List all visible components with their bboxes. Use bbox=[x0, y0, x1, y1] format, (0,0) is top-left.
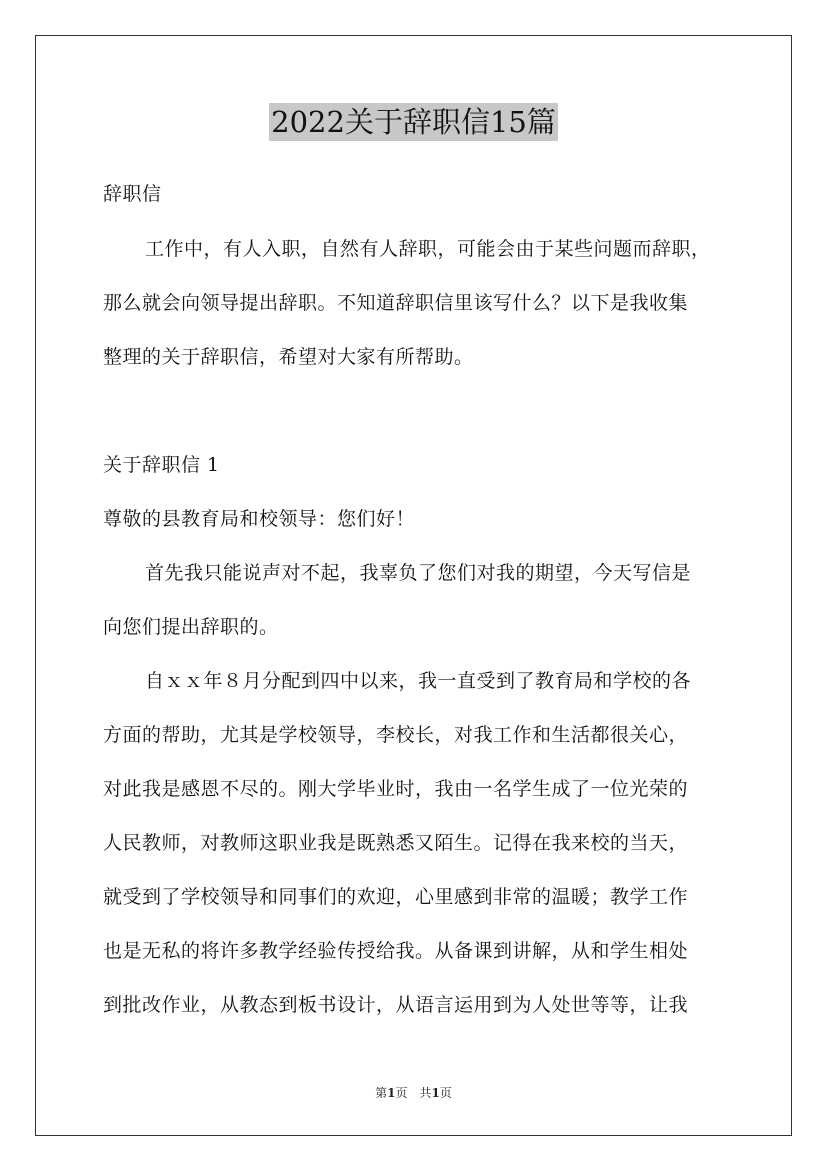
footer-suffix: 页 bbox=[439, 1086, 452, 1100]
footer-middle: 页 共 bbox=[395, 1086, 432, 1100]
footer-prefix: 第 bbox=[375, 1086, 388, 1100]
paragraph-line: 整理的关于辞职信，希望对大家有所帮助。 bbox=[103, 346, 474, 368]
paragraph-line: 向您们提出辞职的。 bbox=[103, 616, 279, 638]
paragraph-line: 也是无私的将许多教学经验传授给我。从备课到讲解，从和学生相处 bbox=[103, 940, 689, 962]
paragraph-line: 就受到了学校领导和同事们的欢迎，心里感到非常的温暖；教学工作 bbox=[103, 886, 689, 908]
paragraph-line: 自ｘｘ年８月分配到四中以来，我一直受到了教育局和学校的各 bbox=[145, 670, 692, 692]
section-heading: 辞职信 bbox=[103, 183, 162, 205]
section-heading: 关于辞职信 1 bbox=[103, 454, 220, 476]
footer-page-number: 1 bbox=[387, 1086, 396, 1100]
paragraph-line: 方面的帮助，尤其是学校领导，李校长，对我工作和生活都很关心， bbox=[103, 724, 689, 746]
footer-page-total: 1 bbox=[431, 1086, 440, 1100]
paragraph-line: 对此我是感恩不尽的。刚大学毕业时，我由一名学生成了一位光荣的 bbox=[103, 778, 689, 800]
document-title: 2022关于辞职信15篇 bbox=[271, 105, 556, 139]
salutation: 尊敬的县教育局和校领导：您们好！ bbox=[103, 508, 416, 530]
paragraph-line: 人民教师，对教师这职业我是既熟悉又陌生。记得在我来校的当天， bbox=[103, 832, 689, 854]
paragraph-line: 那么就会向领导提出辞职。不知道辞职信里该写什么？以下是我收集 bbox=[103, 292, 689, 314]
paragraph-line: 首先我只能说声对不起，我辜负了您们对我的期望，今天写信是 bbox=[145, 562, 692, 584]
paragraph-line: 到批改作业，从教态到板书设计，从语言运用到为人处世等等，让我 bbox=[103, 994, 689, 1016]
title-container bbox=[0, 103, 827, 141]
page-footer bbox=[0, 1084, 827, 1101]
paragraph-line: 工作中，有人入职，自然有人辞职，可能会由于某些问题而辞职， bbox=[145, 238, 711, 260]
